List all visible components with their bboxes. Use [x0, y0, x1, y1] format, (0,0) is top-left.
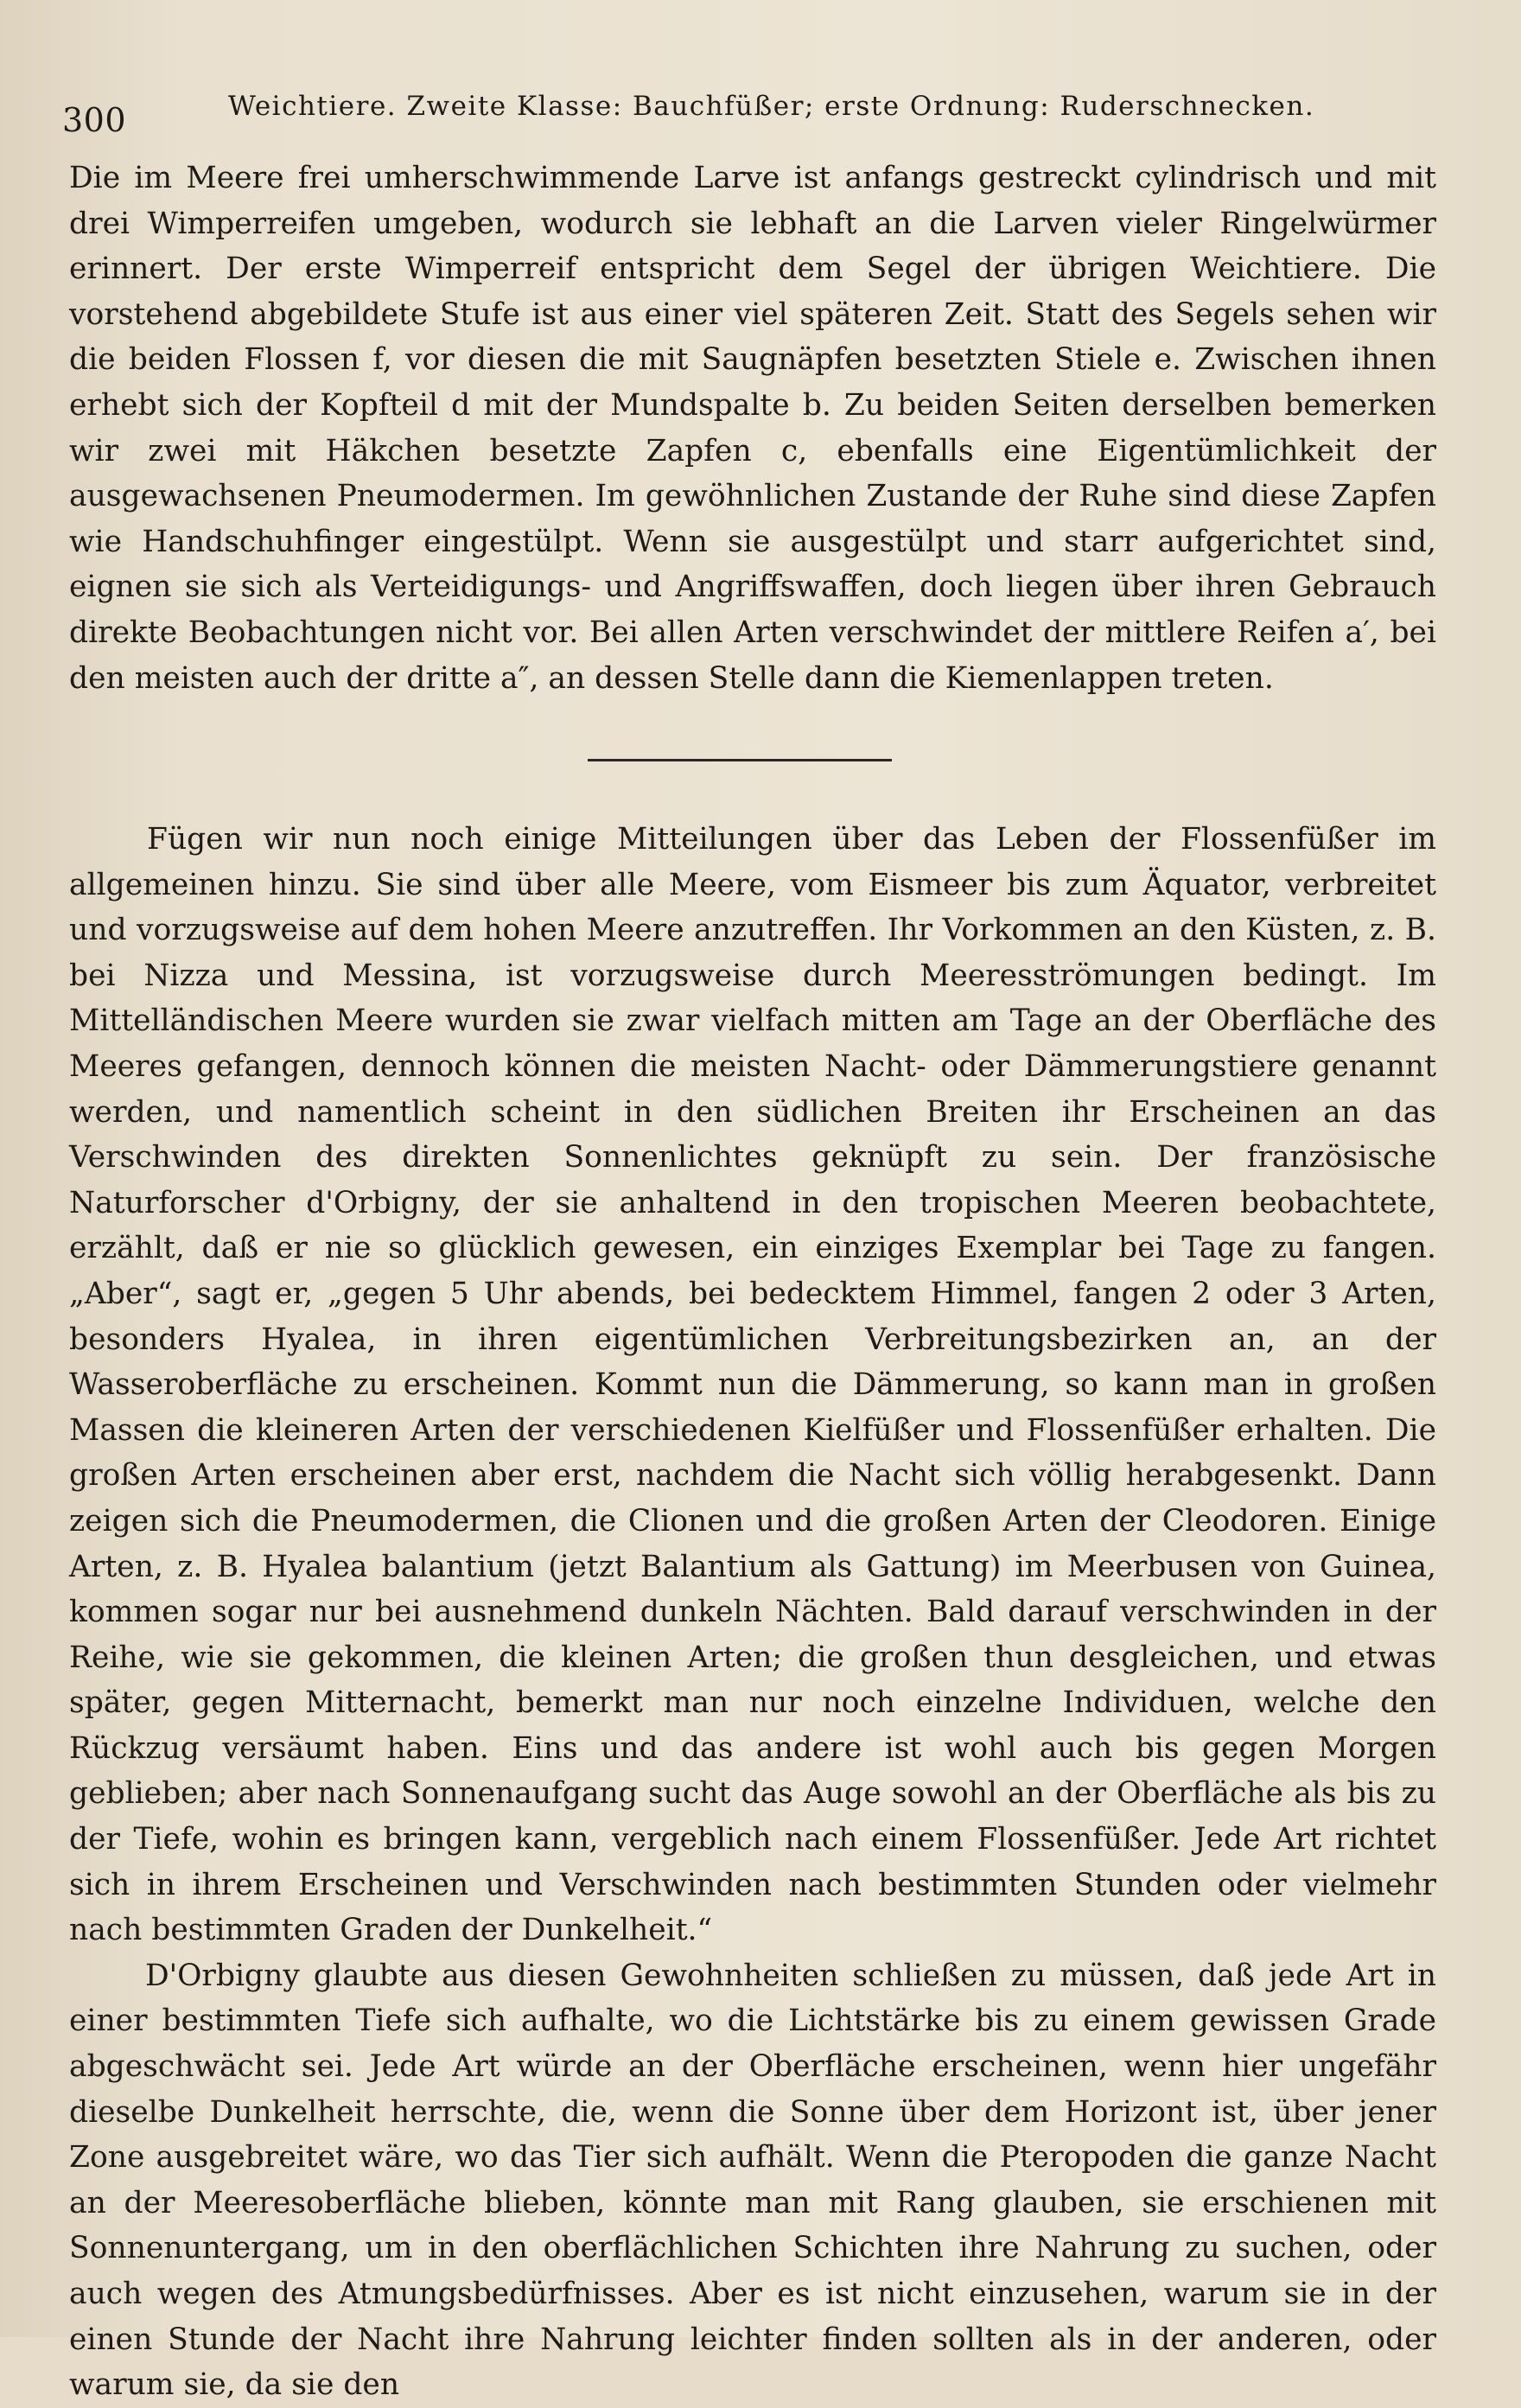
page-number: 300 — [62, 101, 127, 139]
section-divider-rule — [588, 759, 892, 761]
upper-text-block — [69, 156, 1436, 701]
paragraph-life-of-pteropods: Fügen wir nun noch einige Mitteilungen über das Leben der Flossenfüßer im allgemeinen hinzu. Sie sind über alle Meere, vom Eismeer bis zum Äquator, verbreitet und vorzugsweise auf dem hohen Meere anzutreffen. Ihr Vorkommen an den Küsten, z. B. bei Nizza und Messina, ist vorzugsweise durch Meeresströmungen bedingt. Im Mittelländischen Meere wurden sie zwar vielfach mitten am Tage an der Oberfläche des Meeres gefangen, dennoch können die meisten Nacht- oder Dämmerungstiere genannt werden, und namentlich scheint in den südlichen Breiten ihr Erscheinen an das Verschwinden des direkten Sonnenlichtes geknüpft zu sein. Der französische Naturforscher d'Orbigny, der sie anhaltend in den tropischen Meeren beobachtete, erzählt, daß er nie so glücklich gewesen, ein einziges Exemplar bei Tage zu fangen. „Aber“, sagt er, „gegen 5 Uhr abends, bei bedecktem Himmel, fangen 2 oder 3 Arten, besonders Hyalea, in ihren eigentümlichen Verbreitungsbezirken an, an der Wasseroberfläche zu erscheinen. Kommt nun die Dämmerung, so kann man in großen Massen die kleineren Arten der verschiedenen Kielfüßer und Flossenfüßer erhalten. Die großen Arten erscheinen aber erst, nachdem die Nacht sich völlig herabgesenkt. Dann zeigen sich die Pneumodermen, die Clionen und die großen Arten der Cleodoren. Einige Arten, z. B. Hyalea balantium (jetzt Balantium als Gattung) im Meerbusen von Guinea, kommen sogar nur bei ausnehmend dunkeln Nächten. Bald darauf verschwinden in der Reihe, wie sie gekommen, die kleinen Arten; die großen thun desgleichen, und etwas später, gegen Mitternacht, bemerkt man nur noch einzelne Individuen, welche den Rückzug versäumt haben. Eins und das andere ist wohl auch bis gegen Morgen geblieben; aber nach Sonnenaufgang sucht das Auge sowohl an der Oberfläche als bis zu der Tiefe, wohin es bringen kann, vergeblich nach einem Flossenfüßer. Jede Art richtet sich in ihrem Erscheinen und Verschwinden nach bestimmten Stunden oder vielmehr nach bestimmten Graden der Dunkelheit.“ — [69, 822, 1436, 1948]
running-head: Weichtiere. Zweite Klasse: Bauchfüßer; erste Ordnung: Ruderschnecken. — [228, 91, 1315, 122]
lower-text-block — [69, 817, 1436, 2408]
page-header — [62, 91, 1441, 139]
paragraph-dorbigny-theory: D'Orbigny glaubte aus diesen Gewohnheiten schließen zu müssen, daß jede Art in einer bestimmten Tiefe sich aufhalte, wo die Lichtstärke bis zu einem gewissen Grade abgeschwächt sei. Jede Art würde an der Oberfläche erscheinen, wenn hier ungefähr dieselbe Dunkelheit herrschte, die, wenn die Sonne über dem Horizont ist, über jener Zone ausgebreitet wäre, wo das Tier sich aufhält. Wenn die Pteropoden die ganze Nacht an der Meeresoberfläche blieben, könnte man mit Rang glauben, sie erschienen mit Sonnenuntergang, um in den oberflächlichen Schichten ihre Nahrung zu suchen, oder auch wegen des Atmungsbedürfnisses. Aber es ist nicht einzusehen, warum sie in der einen Stunde der Nacht ihre Nahrung leichter finden sollten als in der anderen, oder warum sie, da sie den — [69, 1958, 1436, 2403]
paragraph-larva-description: Die im Meere frei umherschwimmende Larve ist anfangs gestreckt cylindrisch und mit drei Wimperreifen umgeben, wodurch sie lebhaft an die Larven vieler Ringelwürmer erinnert. Der erste Wimperreif entspricht dem Segel der übrigen Weichtiere. Die vorstehend abgebildete Stufe ist aus einer viel späteren Zeit. Statt des Segels sehen wir die beiden Flossen f, vor diesen die mit Saugnäpfen besetzten Stiele e. Zwischen ihnen erhebt sich der Kopfteil d mit der Mundspalte b. Zu beiden Seiten derselben bemerken wir zwei mit Häkchen besetzte Zapfen c, ebenfalls eine Eigentümlichkeit der ausgewachsenen Pneumodermen. Im gewöhnlichen Zustande der Ruhe sind diese Zapfen wie Handschuhfinger eingestülpt. Wenn sie ausgestülpt und starr aufgerichtet sind, eignen sie sich als Verteidigungs- und Angriffswaffen, doch liegen über ihren Gebrauch direkte Beobachtungen nicht vor. Bei allen Arten verschwindet der mittlere Reifen a′, bei den meisten auch der dritte a″, an dessen Stelle dann die Kiemenlappen treten. — [69, 161, 1436, 696]
